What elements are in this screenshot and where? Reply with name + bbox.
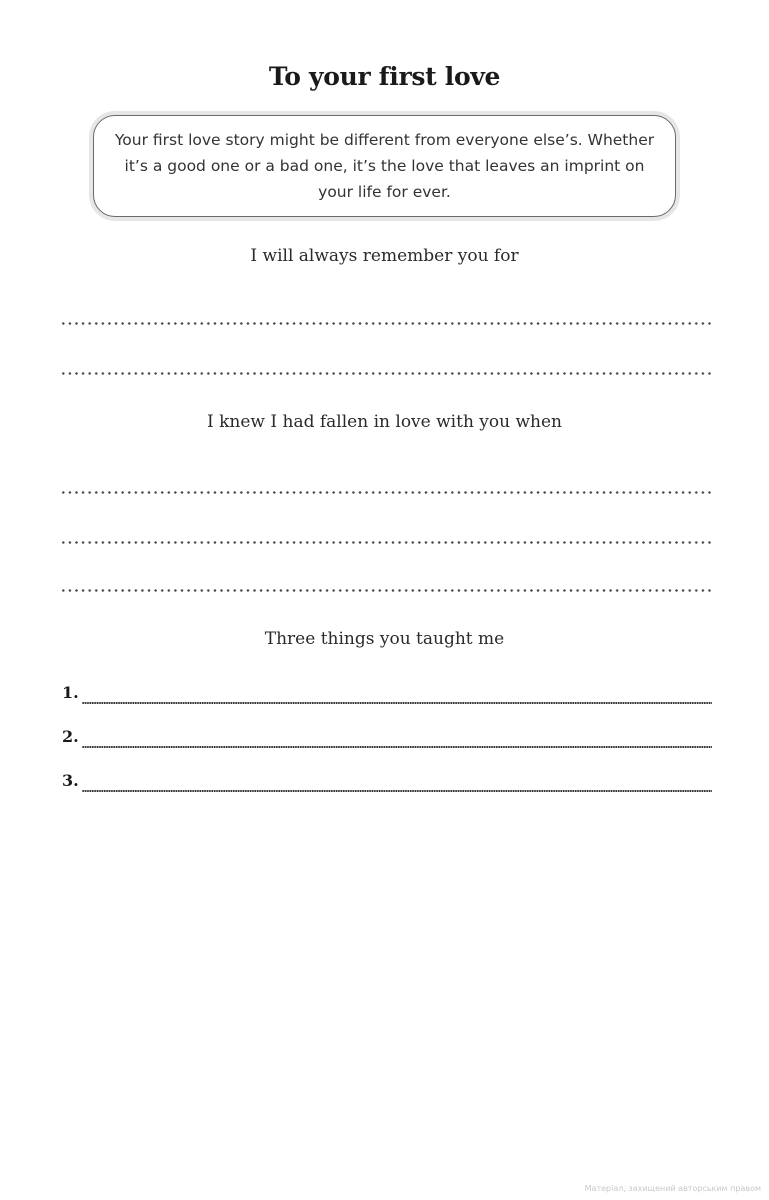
writing-line-fallen-2[interactable] — [60, 541, 712, 544]
writing-line-taught-2[interactable] — [82, 746, 712, 748]
item-number: 1. — [62, 683, 79, 702]
writing-line-fallen-1[interactable] — [60, 491, 712, 494]
intro-box — [93, 115, 676, 217]
writing-line-remember-1[interactable] — [60, 322, 712, 325]
writing-line-taught-1[interactable] — [82, 702, 712, 704]
item-number: 3. — [62, 771, 79, 790]
taught-item-3[interactable] — [62, 771, 712, 793]
taught-item-2[interactable] — [62, 727, 712, 749]
page-title: To your first love — [268, 62, 501, 91]
writing-line-remember-2[interactable] — [60, 372, 712, 375]
taught-item-1[interactable] — [62, 683, 712, 705]
intro-text: Your first love story might be different from everyone else’s. Whether it’s a good one or a bad one, it’s the love that leaves an imprint on your life for ever. — [114, 131, 655, 201]
copyright-watermark: Матеріал, захищений авторським правом — [584, 1184, 761, 1193]
item-number: 2. — [62, 727, 79, 746]
prompt-remember: I will always remember you for — [250, 246, 519, 266]
prompt-taught: Three things you taught me — [264, 629, 505, 649]
prompt-fallen: I knew I had fallen in love with you when — [207, 412, 562, 432]
writing-line-fallen-3[interactable] — [60, 589, 712, 592]
writing-line-taught-3[interactable] — [82, 790, 712, 792]
